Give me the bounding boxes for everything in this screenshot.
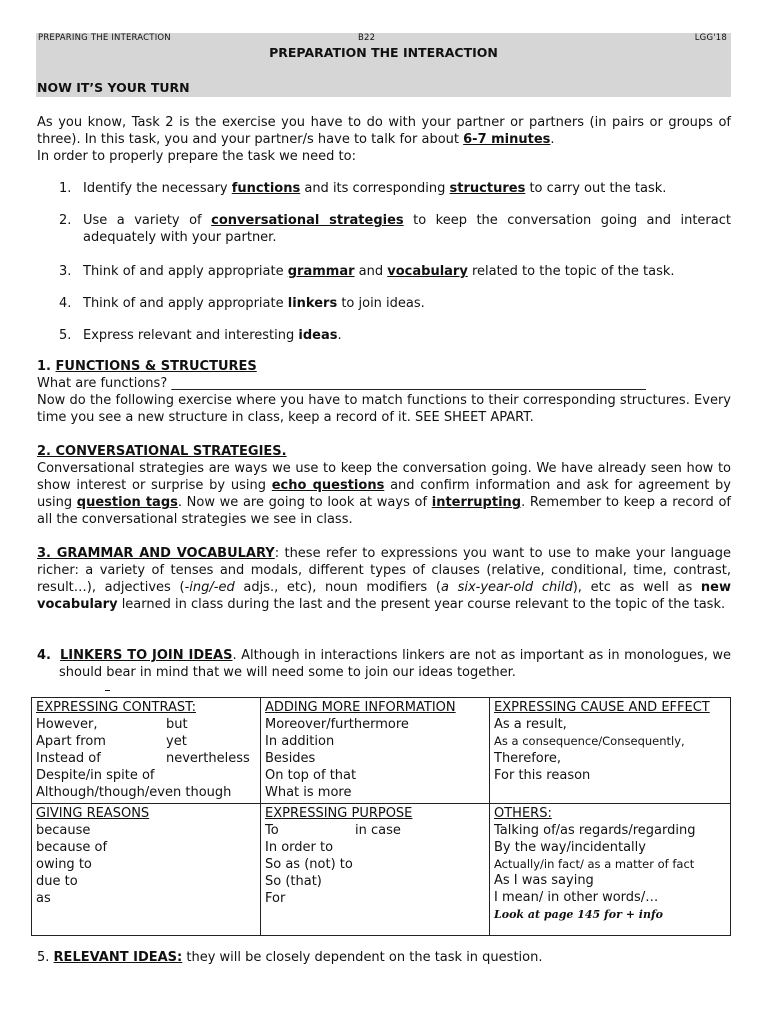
cell-adding: ADDING MORE INFORMATION Moreover/furthermore In addition Besides On top of that What is more (261, 698, 490, 804)
ideas-heading: RELEVANT IDEAS: (53, 950, 183, 965)
page-title: PREPARATION THE INTERACTION (269, 45, 498, 60)
section-ideas: 5. RELEVANT IDEAS: they will be closely dependent on the task in question. (37, 950, 543, 965)
section-linkers: 4. LINKERS TO JOIN IDEAS. Although in interactions linkers are not as important as in monologues, we should bear in mind that we will need some to join our ideas together. (37, 648, 732, 680)
cell-purpose: EXPRESSING PURPOSE To in case In order to So as (not) to So (that) For (261, 804, 490, 936)
section-grammar: 3. GRAMMAR AND VOCABULARY: these refer to expressions you want to use to make your language richer: a variety of tenses and modals, different types of clauses (relative, conditional, time, contrast, result…), adjectives (-ing/-ed adjs., etc), noun modifiers (a six-year-old child), etc as well as new vocabulary learned in class during the last and the present year course relevant to the topic of the task. (37, 546, 731, 612)
cell-contrast: EXPRESSING CONTRAST: However, but Apart from yet Instead of nevertheless Despite/in spite of Although/though/even though (32, 698, 261, 804)
duration-highlight: 6-7 minutes (463, 132, 551, 147)
linkers-table (31, 697, 731, 936)
cell-others: OTHERS: Talking of/as regards/regarding By the way/incidentally Actually/in fact/ as a matter of fact As I was saying I mean/ in other words/… Look at page 145 for + info (490, 804, 731, 936)
functions-heading: FUNCTIONS & STRUCTURES (55, 359, 257, 374)
cell-reasons: GIVING REASONS because because of owing to due to as (32, 804, 261, 936)
section-strategies: 2. CONVERSATIONAL STRATEGIES. Conversational strategies are ways we use to keep the conversation going. We have already seen how to show interest or surprise by using echo questions and confirm information and ask for agreement by using question tags. Now we are going to look at ways of interrupting. Remember to keep a record of all the conversational strategies we see in class. (37, 444, 732, 527)
header-right: LGG'18 (694, 33, 727, 43)
linkers-heading: LINKERS TO JOIN IDEAS (60, 648, 233, 663)
intro-paragraph: As you know, Task 2 is the exercise you have to do with your partner or partners (in pairs or groups of three). In this task, you and your partner/s have to talk for about 6-7 minutes. In order to properly prepare the task we need to: (37, 115, 731, 164)
cell-cause: EXPRESSING CAUSE AND EFFECT As a result, As a consequence/Consequently, Therefore, For this reason (490, 698, 731, 804)
strategies-heading: 2. CONVERSATIONAL STRATEGIES. (37, 444, 287, 459)
page-subtitle: NOW IT’S YOUR TURN (37, 80, 190, 95)
decorative-mark (105, 690, 110, 691)
grammar-heading: 3. GRAMMAR AND VOCABULARY (37, 546, 275, 561)
header-left: PREPARING THE INTERACTION (38, 33, 171, 43)
header-center: B22 (358, 33, 376, 43)
reference-note: Look at page 145 for + info (494, 908, 664, 921)
answer-blank: _________________________________________________________________________ (171, 376, 646, 391)
section-functions: 1. FUNCTIONS & STRUCTURES What are functions? _________________________________________________________________________ Now do the following exercise where you have to match functions to their corresponding structures. Every time you see a new structure in class, keep a record of it. SEE SHEET APART. (37, 359, 731, 425)
